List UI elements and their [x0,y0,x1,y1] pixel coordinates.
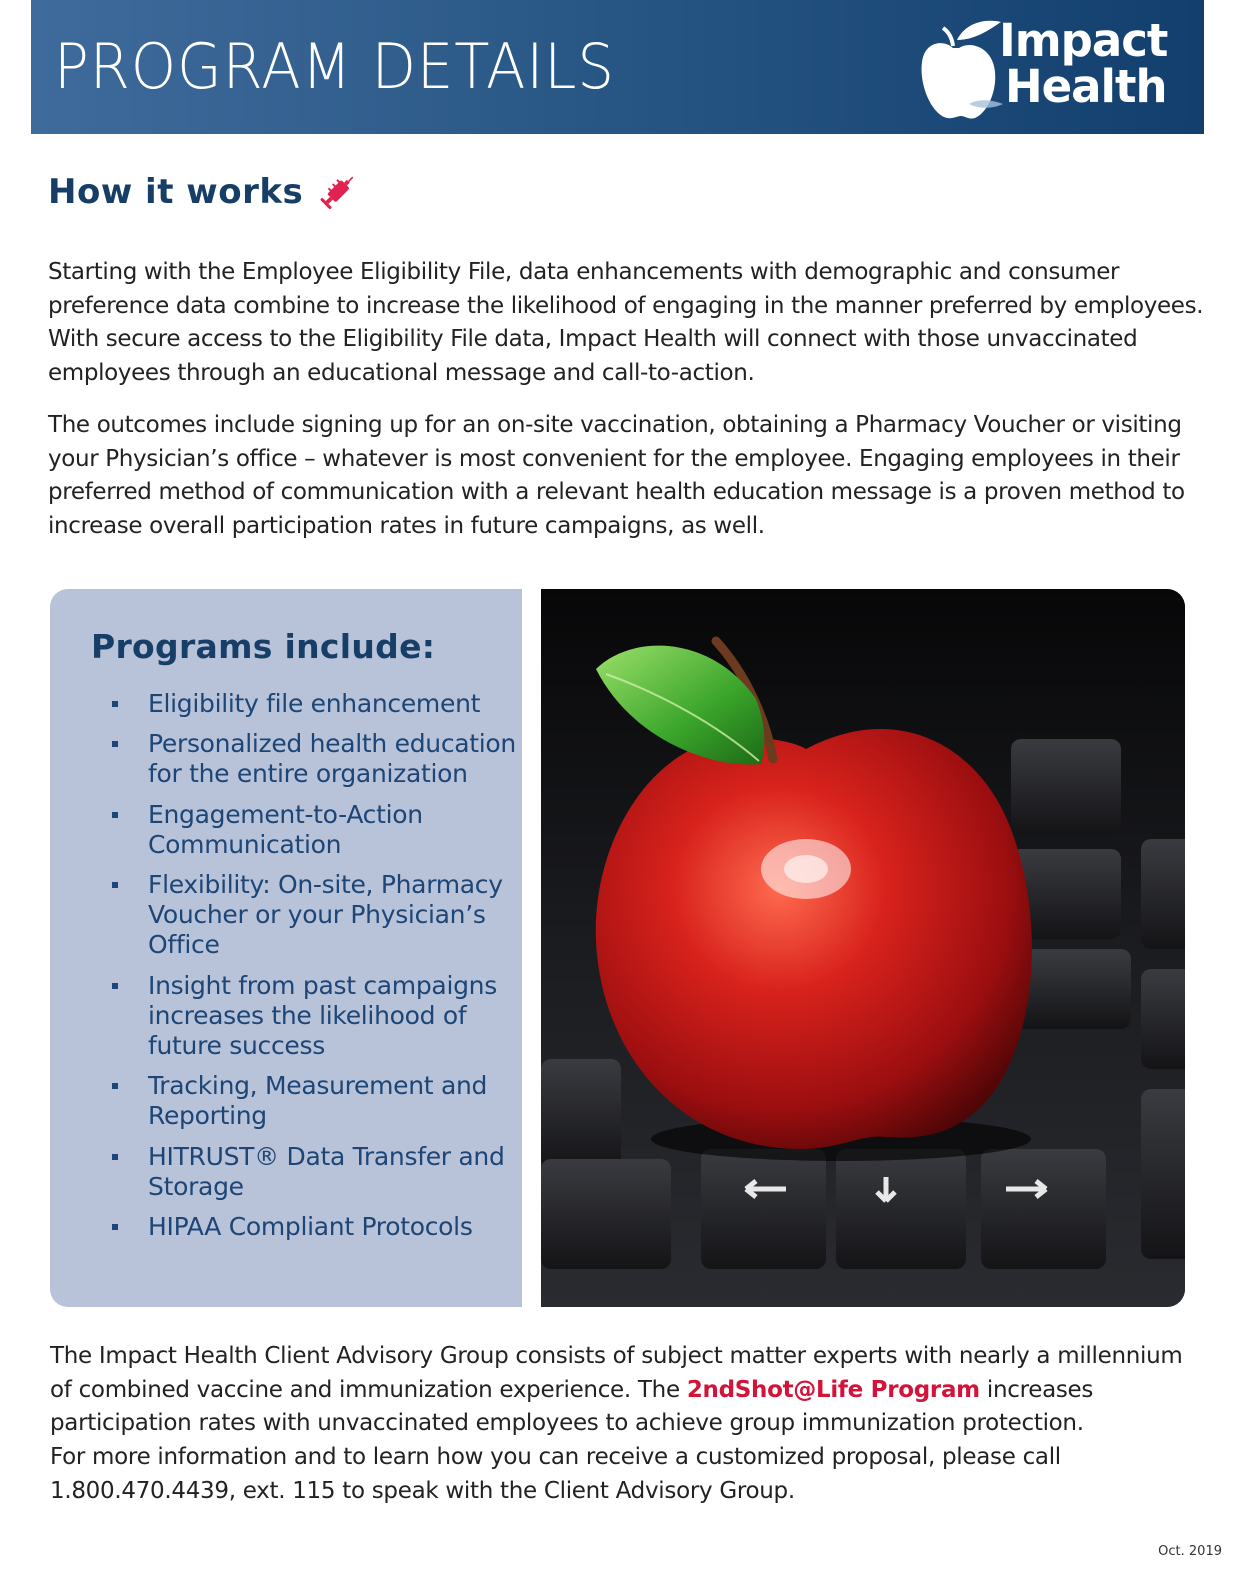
bullet-icon [112,741,118,747]
list-item [106,689,516,719]
list-item-label: HIPAA Compliant Protocols [148,1212,473,1242]
program-name-highlight: 2ndShot@Life Program [686,1376,980,1403]
bullet-icon [112,1224,118,1230]
list-item-label: Insight from past campaigns increases the likelihood of future success [148,970,497,1061]
bullet-icon [112,1083,118,1089]
advisory-text-start: The Impact Health Client Advisory Group consists of subject matter experts with nearly a millennium of combined vaccine and immunization experience. The [50,1343,1183,1403]
outcomes-paragraph: The outcomes include signing up for an on-site vaccination, obtaining a Pharmacy Voucher or visiting your Physician’s office – whatever is most convenient for the employee. Engaging employees in their preferred method of communication with a relevant health education message is a proven method to increase overall participation rates in future campaigns, as well. [48,412,1185,540]
bullet-icon [112,983,118,989]
contact-text: For more information and to learn how you can receive a customized proposal, please call 1.800.470.4439, ext. 115 to speak with the Client Advisory Group. [50,1444,1061,1504]
list-item [106,1212,516,1242]
list-item-label: HITRUST® Data Transfer and Storage [148,1141,505,1201]
list-item-label: Flexibility: On-site, Pharmacy Voucher or your Physician’s Office [148,870,503,960]
document-date: Oct. 2019 [1158,1544,1222,1559]
logo-text-line1: Impact [999,14,1168,67]
apple-icon [919,18,1009,122]
list-item-label: Eligibility file enhancement [148,689,481,718]
how-it-works-heading: How it works [48,172,304,212]
programs-panel [50,589,522,1307]
logo-text-line2: Health [1005,60,1167,113]
list-item [106,1071,516,1131]
page-header [31,0,1204,134]
list-item-label: Engagement-to-Action Communication [148,799,423,859]
list-item [106,800,516,860]
list-item [106,971,516,1062]
bullet-icon [112,701,118,707]
list-item [106,870,516,961]
bullet-icon [112,1154,118,1160]
page-title: PROGRAM DETAILS [54,30,615,103]
bullet-icon [112,812,118,818]
list-item [106,1142,516,1202]
bullet-icon [112,882,118,888]
list-item-label: Tracking, Measurement and Reporting [148,1071,488,1131]
list-item [106,729,516,789]
programs-list [106,689,516,1252]
advisory-paragraph [50,1340,1210,1509]
syringe-icon [316,173,358,215]
apple-on-keyboard-photo [541,589,1185,1307]
advisory-text-end: increases participation rates with unvaccinated employees to achieve group immunization protection. [50,1376,1094,1437]
impact-health-logo [919,14,1184,122]
programs-heading: Programs include: [91,627,436,666]
list-item-label: Personalized health education for the entire organization [148,729,516,789]
intro-paragraph: Starting with the Employee Eligibility File, data enhancements with demographic and consumer preference data combine to increase the likelihood of engaging in the manner preferred by employees. With secure access to the Eligibility File data, Impact Health will connect with those unvaccinated employees through an educational message and call-to-action. [48,259,1204,387]
